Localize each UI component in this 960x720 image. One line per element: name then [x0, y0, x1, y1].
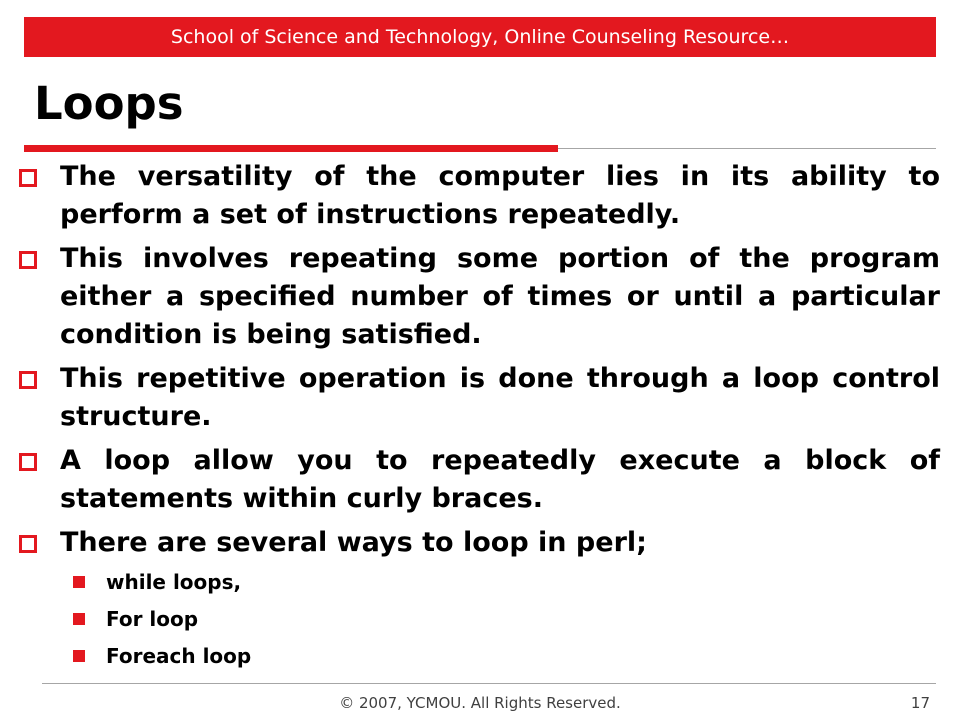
- bullet-item: [18, 442, 940, 518]
- bullet-item: [18, 360, 940, 436]
- title-underline-divider: [558, 148, 936, 149]
- hollow-square-bullet-icon: [19, 453, 37, 471]
- page-number: 17: [910, 694, 930, 712]
- header-text: School of Science and Technology, Online Counseling Resource…: [170, 26, 790, 48]
- bullet-item: [18, 158, 940, 234]
- sub-bullet-text: For loop: [106, 607, 199, 631]
- sub-bullet-item: [18, 642, 940, 670]
- footer-copyright: © 2007, YCMOU. All Rights Reserved.: [339, 694, 621, 712]
- sub-bullet-text: Foreach loop: [106, 644, 252, 668]
- title-underline-accent: [24, 145, 558, 152]
- filled-square-bullet-icon: [73, 613, 85, 625]
- bullet-item: [18, 240, 940, 354]
- filled-square-bullet-icon: [73, 650, 85, 662]
- hollow-square-bullet-icon: [19, 169, 37, 187]
- bullet-text: This repetitive operation is done through a loop control structure.: [60, 363, 940, 432]
- hollow-square-bullet-icon: [19, 535, 37, 553]
- footer-divider: [42, 683, 936, 684]
- filled-square-bullet-icon: [73, 576, 85, 588]
- sub-bullet-item: [18, 605, 940, 633]
- slide-content: [18, 158, 940, 679]
- slide-title: Loops: [34, 77, 184, 130]
- hollow-square-bullet-icon: [19, 371, 37, 389]
- sub-bullet-item: [18, 568, 940, 596]
- bullet-text: This involves repeating some portion of the program either a specified number of times or until a particular condition is being satisfied.: [60, 243, 940, 350]
- hollow-square-bullet-icon: [19, 251, 37, 269]
- bullet-item: [18, 524, 940, 562]
- bullet-text: A loop allow you to repeatedly execute a block of statements within curly braces.: [60, 445, 940, 514]
- sub-bullet-text: while loops,: [106, 570, 242, 594]
- bullet-text: There are several ways to loop in perl;: [60, 527, 647, 558]
- header-banner: [24, 17, 936, 57]
- bullet-text: The versatility of the computer lies in its ability to perform a set of instructions repeatedly.: [60, 161, 940, 230]
